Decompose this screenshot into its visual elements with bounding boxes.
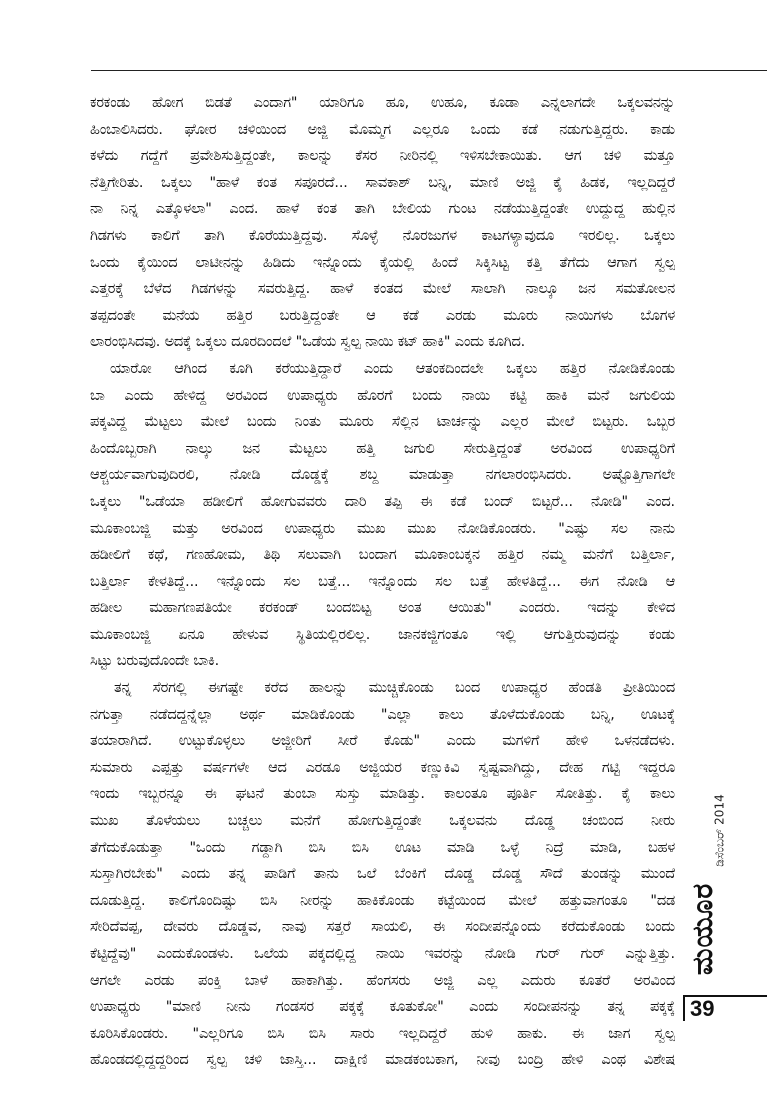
paragraph-3	[90, 675, 675, 1074]
text-line: ನಾ ನಿನ್ನ ಎತ್ಕೊಳಲಾ" ಎಂದ. ಹಾಳೆ ಕಂತ ತಾಗಿ ಬೇಲಿಯ ಗುಂಟ ನಡೆಯುತ್ತಿದ್ದಂತೇ ಉದ್ದುದ್ದ ಹುಲ್ಲಿನ	[90, 201, 675, 218]
text-line: ಒಕ್ಕಲು "ಒಡೆಯಾ ಹಡೀಲಿಗೆ ಹೋಗುವವರು ದಾರಿ ತಪ್ಪಿ ಈ ಕಡೆ ಬಂದ್ ಬಿಟ್ಟರೆ... ನೋಡಿ" ಎಂದ.	[90, 493, 675, 510]
text-line: ದೂಡುತ್ತಿದ್ದ. ಕಾಲಿಗೊಂದಿಷ್ಟು ಬಿಸಿ ನೀರನ್ನು ಹಾಕಿಕೊಂಡು ಕಟ್ಟೆಯಿಂದ ಮೇಲೆ ಹತ್ತುವಾಗಂತೂ "ದಡ	[90, 892, 675, 909]
text-line: ಮೂಕಾಂಬಜ್ಜಿ ಏನೂ ಹೇಳುವ ಸ್ಥಿತಿಯಲ್ಲಿರಲಿಲ್ಲ. ಜಾನಕಜ್ಜಿಗಂತೂ ಇಲ್ಲಿ ಆಗುತ್ತಿರುವುದನ್ನು ಕಂಡು	[90, 626, 675, 643]
text-line: ಉಪಾಧ್ಯರು "ಮಾಣಿ ನೀನು ಗಂಡಸರ ಪಕ್ಕಕ್ಕೆ ಕೂತುಕೋ" ಎಂದು ಸಂದೀಪನನ್ನು ತನ್ನ ಪಕ್ಕಕ್ಕೆ	[90, 999, 675, 1016]
text-line: ಆಶ್ಚರ್ಯವಾಗುವುದಿರಲಿ, ನೋಡಿ ದೊಡ್ಡಕ್ಕೆ ಶಬ್ದ ಮಾಡುತ್ತಾ ನಗಲಾರಂಭಿಸಿದರು. ಅಷ್ಟೊತ್ತಿಗಾಗಲೇ	[90, 467, 675, 484]
footer-rule-vertical	[683, 995, 685, 1021]
text-line: ಹಿಂಬಾಲಿಸಿದರು. ಘೋರ ಚಳಿಯಿಂದ ಅಜ್ಜಿ ಮೊಮ್ಮಗ ಎಲ್ಲರೂ ಒಂದು ಕಡೆ ನಡುಗುತ್ತಿದ್ದರು. ಕಾಡು	[90, 121, 675, 138]
masthead-logo-text: ಮಯೂರ	[686, 882, 720, 976]
issue-date	[711, 780, 729, 880]
text-line: ಸೇರಿದೆವಪ್ಪ, ದೇವರು ದೊಡ್ಡವ, ನಾವು ಸತ್ತರೆ ಸಾಯಲಿ, ಈ ಸಂದೀಪನ್ನೊಂದು ಕರೆದುಕೊಂಡು ಬಂದು	[90, 919, 675, 936]
text-line: ಪಕ್ಕವಿದ್ದ ಮೆಟ್ಟಲು ಮೇಲೆ ಬಂದು ನಿಂತು ಮೂರು ಸೆಲ್ಲಿನ ಟಾರ್ಚನ್ನು ಎಲ್ಲರ ಮೇಲೆ ಬಿಟ್ಟರು. ಒಬ್ಬರ	[90, 414, 675, 431]
article-body	[90, 90, 675, 1074]
text-line: ಕೂರಿಸಿಕೊಂಡರು. "ಎಲ್ಲರಿಗೂ ಬಿಸಿ ಬಿಸಿ ಸಾರು ಇಲ್ಲದಿದ್ದರೆ ಹುಳಿ ಹಾಕು. ಈ ಜಾಗ ಸ್ವಲ್ಪ	[90, 1025, 675, 1042]
top-rule	[91, 70, 767, 71]
text-line: ಕೆಟ್ಟಿದ್ದೆವು" ಎಂದುಕೊಂಡಳು. ಒಲೆಯ ಪಕ್ಕದಲ್ಲಿದ್ದ ನಾಯಿ ಇವರನ್ನು ನೋಡಿ ಗುರ್ ಗುರ್ ಎನ್ನುತ್ತಿತ್ತು.	[90, 946, 675, 962]
paragraph-2	[90, 356, 675, 675]
text-line: ಸಿಟ್ಟು ಬರುವುದೊಂದೇ ಬಾಕಿ.	[90, 653, 220, 670]
text-line: ಆಗಲೇ ಎರಡು ಪಂಕ್ತಿ ಬಾಳೆ ಹಾಕಾಗಿತ್ತು. ಹೆಂಗಸರು ಅಜ್ಜಿ ಎಲ್ಲ ಎದುರು ಕೂತರೆ ಅರವಿಂದ	[90, 972, 675, 989]
text-line: ಮುಖ ತೊಳೆಯಲು ಬಚ್ಚಲು ಮನೆಗೆ ಹೋಗುತ್ತಿದ್ದಂತೇ ಒಕ್ಕಲವನು ದೊಡ್ಡ ಚಂಬಿಂದ ನೀರು	[90, 813, 675, 830]
text-line: ಇಂದು ಇಬ್ಬರನ್ನೂ ಈ ಘಟನೆ ತುಂಬಾ ಸುಸ್ತು ಮಾಡಿತ್ತು. ಕಾಲಂತೂ ಪೂರ್ತಿ ಸೋತಿತ್ತು. ಕೈ ಕಾಲು	[90, 786, 675, 803]
page-number: 39	[690, 996, 715, 1021]
text-line: ಕರಕಂಡು ಹೋಗ ಬಿಡತೆ ಎಂದಾಗ" ಯಾರಿಗೂ ಹೂ, ಉಹೂ, ಕೂಡಾ ಎನ್ನಲಾಗದೇ ಒಕ್ಕಲವನನ್ನು	[90, 95, 675, 111]
text-line: ನೆತ್ತಿಗೇರಿತು. ಒಕ್ಕಲು "ಹಾಳೆ ಕಂತ ಸಪೂರದೆ... ಸಾವಕಾಶ್ ಬನ್ನಿ, ಮಾಣಿ ಅಜ್ಜಿ ಕೈ ಹಿಡಕ, ಇಲ್ಲದಿದ್ದರೆ	[90, 174, 675, 191]
text-line: ನಗುತ್ತಾ ನಡೆದದ್ದನ್ನೆಲ್ಲಾ ಅರ್ಥ ಮಾಡಿಕೊಂಡು "ಎಲ್ಲಾ ಕಾಲು ತೊಳೆದುಕೊಂಡು ಬನ್ನಿ, ಊಟಕ್ಕೆ	[90, 706, 675, 723]
paragraph-1	[90, 90, 675, 356]
text-line: ಸುಮಾರು ಎಪ್ಪತ್ತು ವರ್ಷಗಳೇ ಆದ ಎರಡೂ ಅಜ್ಜಿಯರ ಕಣ್ಣುಕಿವಿ ಸ್ವಷ್ಟವಾಗಿದ್ದು, ದೇಹ ಗಟ್ಟಿ ಇದ್ದರೂ	[90, 759, 675, 776]
text-line: ಸುಸ್ತಾಗಿರಬೇಕು" ಎಂದು ತನ್ನ ಪಾಡಿಗೆ ತಾನು ಒಲೆ ಬೆಂಕಿಗೆ ದೊಡ್ಡ ದೊಡ್ಡ ಸೌದೆ ತುಂಡನ್ನು ಮುಂದೆ	[90, 866, 675, 883]
magazine-masthead	[683, 870, 723, 988]
text-line: ತನ್ನ ಸೆರಗಲ್ಲಿ ಈಗಷ್ಟೇ ಕರೆದ ಹಾಲನ್ನು ಮುಚ್ಚಿಕೊಂಡು ಬಂದ ಉಪಾಧ್ಯರ ಹೆಂಡತಿ ಪ್ರೀತಿಯಿಂದ	[114, 680, 675, 697]
text-line: ಮೂಕಾಂಬಜ್ಜಿ ಮತ್ತು ಅರವಿಂದ ಉಪಾಧ್ಯರು ಮುಖ ಮುಖ ನೋಡಿಕೊಂಡರು. "ಎಷ್ಟು ಸಲ ನಾನು	[90, 520, 675, 537]
text-line: ಬತ್ತಿರ್ಲಾ ಕೇಳತಿದ್ದೆ... ಇನ್ನೊಂದು ಸಲ ಬತ್ತೆ... ಇನ್ನೊಂದು ಸಲ ಬತ್ತೆ ಹೇಳತಿದ್ದೆ... ಈಗ ನೋಡಿ ಆ	[90, 573, 675, 590]
text-line: ಗಿಡಗಳು ಕಾಲಿಗೆ ತಾಗಿ ಕೊರೆಯುತ್ತಿದ್ದವು. ಸೊಳ್ಳೆ ನೊರಜುಗಳ ಕಾಟಗಳ್ಯಾವುದೂ ಇರಲಿಲ್ಲ. ಒಕ್ಕಲು	[90, 227, 675, 244]
text-line: ಹಿಂದೊಬ್ಬರಾಗಿ ನಾಲ್ಕು ಜನ ಮೆಟ್ಟಲು ಹತ್ತಿ ಜಗುಲಿ ಸೇರುತ್ತಿದ್ದಂತೆ ಅರವಿಂದ ಉಪಾಧ್ಯರಿಗೆ	[90, 440, 675, 457]
text-line: ಹಡೀಲಿಗೆ ಕಥೆ, ಗಣಹೋಮ, ತಿಥಿ ಸಲುವಾಗಿ ಬಂದಾಗ ಮೂಕಾಂಬಕ್ಕನ ಹತ್ತಿರ ನಮ್ಮ ಮನೆಗೆ ಬತ್ತಿರ್ಲಾ,	[90, 547, 675, 564]
text-line: ತಪ್ಪದಂತೇ ಮನೆಯ ಹತ್ತಿರ ಬರುತ್ತಿದ್ದಂತೇ ಆ ಕಡೆ ಎರಡು ಮೂರು ನಾಯಿಗಳು ಬೊಗಳ	[90, 307, 675, 324]
text-line: ತೆಗೆದುಕೊಡುತ್ತಾ "ಒಂದು ಗಡ್ದಾಗಿ ಬಿಸಿ ಬಿಸಿ ಊಟ ಮಾಡಿ ಒಳ್ಳೆ ನಿದ್ರೆ ಮಾಡಿ, ಬಹಳ	[90, 839, 675, 856]
text-line: ತಯಾರಾಗಿದೆ. ಉಟ್ಟುಕೊಳ್ಳಲು ಅಜ್ಜೀರಿಗೆ ಸೀರೆ ಕೊಡು" ಎಂದು ಮಗಳಿಗೆ ಹೇಳಿ ಒಳನಡೆದಳು.	[90, 733, 675, 750]
text-line: ಲಾರಂಭಿಸಿದವು. ಅದಕ್ಕೆ ಒಕ್ಕಲು ದೂರದಿಂದಲೆ "ಒಡೆಯ ಸ್ವಲ್ಪ ನಾಯಿ ಕಟ್ ಹಾಕಿ" ಎಂದು ಕೂಗಿದ.	[90, 334, 526, 351]
text-line: ಯಾರೋ ಆಗಿಂದ ಕೂಗಿ ಕರೆಯುತ್ತಿದ್ದಾರೆ ಎಂದು ಆತಂಕದಿಂದಲೇ ಒಕ್ಕಲು ಹತ್ತಿರ ನೋಡಿಕೊಂಡು	[110, 360, 675, 377]
text-line: ಎತ್ತರಕ್ಕೆ ಬೆಳೆದ ಗಿಡಗಳನ್ನು ಸವರುತ್ತಿದ್ದ. ಹಾಳೆ ಕಂತದ ಮೇಲೆ ಸಾಲಾಗಿ ನಾಲ್ಕೂ ಜನ ಸಮತೋಲನ	[90, 281, 675, 298]
text-line: ಬಾ ಎಂದು ಹೇಳಿದ್ದ ಅರವಿಂದ ಉಪಾಧ್ಯರು ಹೊರಗೆ ಬಂದು ನಾಯಿ ಕಟ್ಟಿ ಹಾಕಿ ಮನೆ ಜಗುಲಿಯ	[90, 387, 675, 404]
text-line: ಹಡೀಲ ಮಹಾಗಣಪತಿಯೇ ಕರಕಂಡ್ ಬಂದಬಿಟ್ಟ ಅಂತ ಆಯಿತು" ಎಂದರು. ಇದನ್ನು ಕೇಳಿದ	[90, 600, 675, 617]
text-line: ಒಂದು ಕೈಯಿಂದ ಲಾಟೀನನ್ನು ಹಿಡಿದು ಇನ್ನೊಂದು ಕೈಯಲ್ಲಿ ಹಿಂದೆ ಸಿಕ್ಕಿಸಿಟ್ಟ ಕತ್ತಿ ತೆಗೆದು ಆಗಾಗ ಸ್ವಲ್ಪ	[90, 254, 675, 271]
text-line: ಕಳೆದು ಗದ್ದೆಗೆ ಪ್ರವೇಶಿಸುತ್ತಿದ್ದಂತೇ, ಕಾಲನ್ನು ಕೆಸರ ನೀರಿನಲ್ಲಿ ಇಳಿಸಬೇಕಾಯಿತು. ಆಗ ಚಳಿ ಮತ್ತೂ	[90, 148, 675, 165]
issue-date-text: ಡಿಸೆಂಬರ್ 2014	[712, 793, 727, 867]
text-line: ಹೊಂಡದಲ್ಲಿದ್ದದ್ದರಿಂದ ಸ್ವಲ್ಪ ಚಳಿ ಜಾಸ್ತಿ... ದಾಕ್ಷಿಣಿ ಮಾಡಕಂಬಕಾಗ, ನೀವು ಬಂದ್ರಿ ಹೇಳಿ ಎಂಥ ವಿಶೇಷ	[90, 1052, 675, 1069]
